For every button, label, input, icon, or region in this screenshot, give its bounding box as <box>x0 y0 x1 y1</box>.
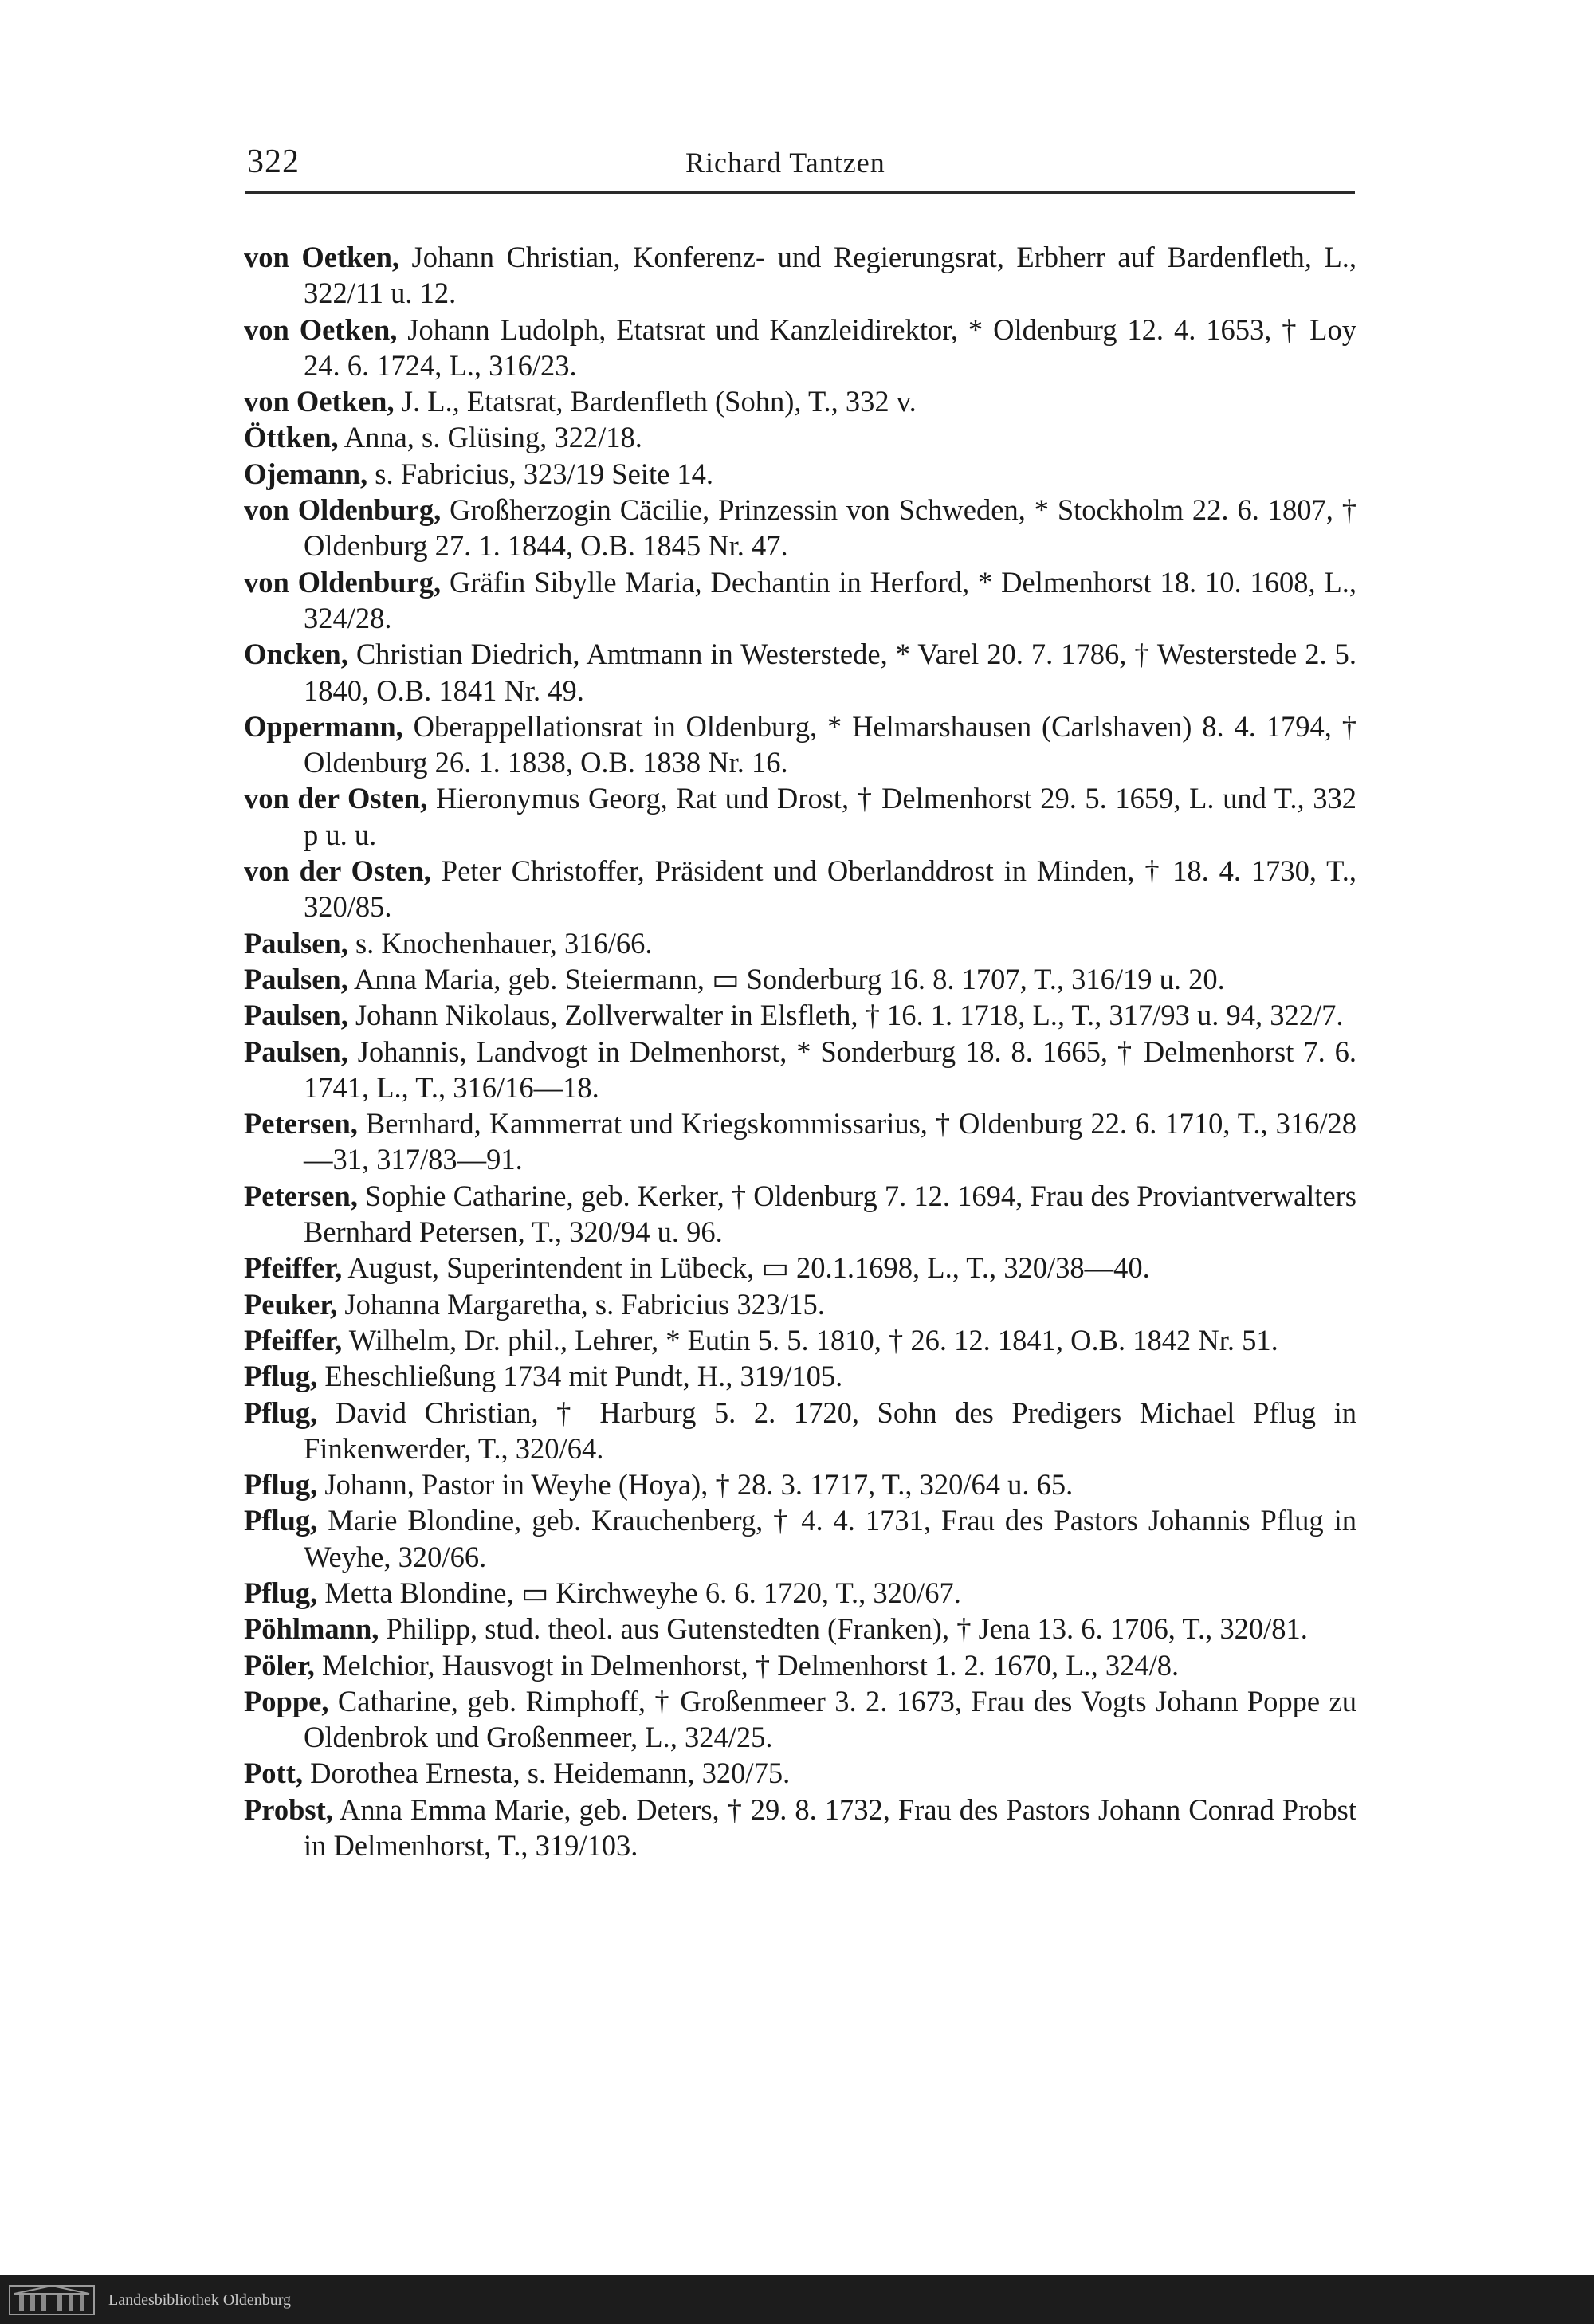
entry-text: Johann Ludolph, Etatsrat und Kanzleidirektor, * Oldenburg 12. 4. 1653, † Loy 24. 6. 1724, L., 316/23. <box>304 312 1356 382</box>
entry-name: Pflug, <box>244 1504 318 1537</box>
entry-name: Pöler, <box>244 1648 315 1682</box>
entry-text: Hieronymus Georg, Rat und Drost, † Delmenhorst 29. 5. 1659, L. und T., 332 p u. u. <box>304 782 1356 851</box>
register-entry <box>244 1502 1356 1575</box>
entry-name: Pflug, <box>244 1360 318 1393</box>
entry-name: Paulsen, <box>244 926 348 960</box>
register-entry <box>244 312 1356 384</box>
register-entry <box>244 1358 1356 1394</box>
entry-text: Bernhard, Kammerrat und Kriegskommissarius, † Oldenburg 22. 6. 1710, T., 316/28—31, 317/83—91. <box>304 1107 1356 1176</box>
page-number: 322 <box>247 143 300 180</box>
library-building-icon <box>8 2281 96 2318</box>
entry-name: von Oetken, <box>244 241 400 273</box>
entry-text: Johanna Margaretha, s. Fabricius 323/15. <box>337 1287 825 1321</box>
entry-text: Anna Maria, geb. Steiermann, ▭ Sonderburg 16. 8. 1707, T., 316/19 u. 20. <box>347 962 1225 995</box>
register-entry <box>244 1395 1356 1467</box>
register-entry <box>244 564 1356 637</box>
register-entry <box>244 1683 1356 1756</box>
entry-name: Paulsen, <box>244 1034 348 1068</box>
entry-text: Dorothea Ernesta, s. Heidemann, 320/75. <box>302 1757 791 1790</box>
entry-text: Großherzogin Cäcilie, Prinzessin von Schweden, * Stockholm 22. 6. 1807, † Oldenburg 27. 1. 1844, O.B. 1845 Nr. 47. <box>304 493 1356 563</box>
entry-text: Johann Christian, Konferenz- und Regierungsrat, Erbherr auf Bardenfleth, L., 322/11 u. 12. <box>304 241 1356 310</box>
register-entry <box>244 419 1356 455</box>
entry-text: Johann, Pastor in Weyhe (Hoya), † 28. 3. 1717, T., 320/64 u. 65. <box>317 1468 1074 1502</box>
entry-text: Christian Diedrich, Amtmann in Westerstede, * Varel 20. 7. 1786, † Westerstede 2. 5. 1840, O.B. 1841 Nr. 49. <box>304 638 1356 707</box>
register-entry <box>244 1178 1356 1250</box>
entry-text: Marie Blondine, geb. Krauchenberg, † 4. 4. 1731, Frau des Pastors Johannis Pflug in Weyhe, 320/66. <box>304 1504 1356 1573</box>
entry-text: s. Fabricius, 323/19 Seite 14. <box>367 457 714 490</box>
register-entry <box>244 1792 1356 1864</box>
register-entry <box>244 1250 1356 1286</box>
entry-name: Paulsen, <box>244 962 348 995</box>
entry-text: Oberappellationsrat in Oldenburg, * Helmarshausen (Carlshaven) 8. 4. 1794, † Oldenburg 26. 1. 1838, O.B. 1838 Nr. 16. <box>304 709 1356 779</box>
entry-text: Metta Blondine, ▭ Kirchweyhe 6. 6. 1720, T., 320/67. <box>317 1576 961 1609</box>
entry-name: Paulsen, <box>244 999 348 1032</box>
register-entry <box>244 239 1356 312</box>
register-entry <box>244 1466 1356 1502</box>
page-header <box>245 142 1355 194</box>
entry-name: Pfeiffer, <box>244 1323 343 1356</box>
entry-name: Petersen, <box>244 1107 358 1140</box>
entry-text: August, Superintendent in Lübeck, ▭ 20.1.1698, L., T., 320/38—40. <box>342 1251 1150 1285</box>
register-entry <box>244 925 1356 961</box>
entry-text: David Christian, † Harburg 5. 2. 1720, Sohn des Predigers Michael Pflug in Finkenwerder, T., 320/64. <box>304 1396 1356 1465</box>
entry-text: Gräfin Sibylle Maria, Dechantin in Herford, * Delmenhorst 18. 10. 1608, L., 324/28. <box>304 565 1356 634</box>
entry-name: Pöhlmann, <box>244 1612 379 1646</box>
register-entry <box>244 383 1356 419</box>
entry-text: Peter Christoffer, Präsident und Oberlanddrost in Minden, † 18. 4. 1730, T., 320/85. <box>304 854 1356 924</box>
entry-name: von der Osten, <box>244 854 431 888</box>
register-entry <box>244 1611 1356 1647</box>
entry-text: Catharine, geb. Rimphoff, † Großenmeer 3. 2. 1673, Frau des Vogts Johann Poppe zu Oldenbrok und Großenmeer, L., 324/25. <box>304 1684 1356 1754</box>
register-entry <box>244 1322 1356 1358</box>
register-entry <box>244 1286 1356 1322</box>
entry-name: Petersen, <box>244 1179 358 1212</box>
register-entry <box>244 780 1356 853</box>
register-entries <box>244 239 1356 1863</box>
register-entry <box>244 1105 1356 1178</box>
entry-text: s. Knochenhauer, 316/66. <box>347 926 653 960</box>
entry-text: Johannis, Landvogt in Delmenhorst, * Sonderburg 18. 8. 1665, † Delmenhorst 7. 6. 1741, L., T., 316/16—18. <box>304 1034 1356 1104</box>
entry-name: Oppermann, <box>244 709 403 743</box>
library-name: Landesbibliothek Oldenburg <box>108 2291 292 2309</box>
register-entry <box>244 1575 1356 1611</box>
entry-text: J. L., Etatsrat, Bardenfleth (Sohn), T., 332 v. <box>394 385 917 418</box>
entry-text: Anna Emma Marie, geb. Deters, † 29. 8. 1732, Frau des Pastors Johann Conrad Probst in Delmenhorst, T., 319/103. <box>304 1792 1356 1863</box>
register-entry <box>244 709 1356 781</box>
register-entry <box>244 636 1356 709</box>
entry-name: von Oetken, <box>244 385 395 418</box>
entry-name: Pfeiffer, <box>244 1251 343 1285</box>
register-entry <box>244 961 1356 997</box>
entry-name: Probst, <box>244 1792 333 1826</box>
entry-text: Wilhelm, Dr. phil., Lehrer, * Eutin 5. 5. 1810, † 26. 12. 1841, O.B. 1842 Nr. 51. <box>342 1323 1278 1356</box>
entry-name: von der Osten, <box>244 782 428 815</box>
entry-name: von Oetken, <box>244 312 398 346</box>
library-footer-bar <box>0 2275 1594 2324</box>
entry-text: Sophie Catharine, geb. Kerker, † Oldenburg 7. 12. 1694, Frau des Proviantverwalters Bernhard Petersen, T., 320/94 u. 96. <box>304 1179 1356 1249</box>
entry-name: Pott, <box>244 1757 303 1790</box>
register-entry <box>244 997 1356 1033</box>
entry-name: Oncken, <box>244 638 348 671</box>
register-entry <box>244 492 1356 564</box>
register-entry <box>244 456 1356 492</box>
register-entry <box>244 1647 1356 1683</box>
entry-name: Öttken, <box>244 421 339 454</box>
entry-name: Peuker, <box>244 1287 338 1321</box>
entry-name: von Oldenburg, <box>244 565 442 599</box>
entry-name: Pflug, <box>244 1468 318 1502</box>
register-entry <box>244 853 1356 925</box>
entry-name: Poppe, <box>244 1684 329 1717</box>
entry-name: von Oldenburg, <box>244 493 442 527</box>
running-title: Richard Tantzen <box>685 147 885 179</box>
entry-name: Pflug, <box>244 1576 318 1609</box>
entry-name: Ojemann, <box>244 457 368 490</box>
entry-text: Melchior, Hausvogt in Delmenhorst, † Delmenhorst 1. 2. 1670, L., 324/8. <box>314 1648 1180 1682</box>
register-entry <box>244 1755 1356 1791</box>
entry-text: Philipp, stud. theol. aus Gutenstedten (Franken), † Jena 13. 6. 1706, T., 320/81. <box>379 1612 1308 1646</box>
entry-name: Pflug, <box>244 1396 318 1429</box>
entry-text: Eheschließung 1734 mit Pundt, H., 319/105. <box>317 1360 843 1393</box>
register-entry <box>244 1034 1356 1106</box>
entry-text: Johann Nikolaus, Zollverwalter in Elsfleth, † 16. 1. 1718, L., T., 317/93 u. 94, 322/7. <box>347 999 1344 1032</box>
entry-text: Anna, s. Glüsing, 322/18. <box>338 421 642 454</box>
